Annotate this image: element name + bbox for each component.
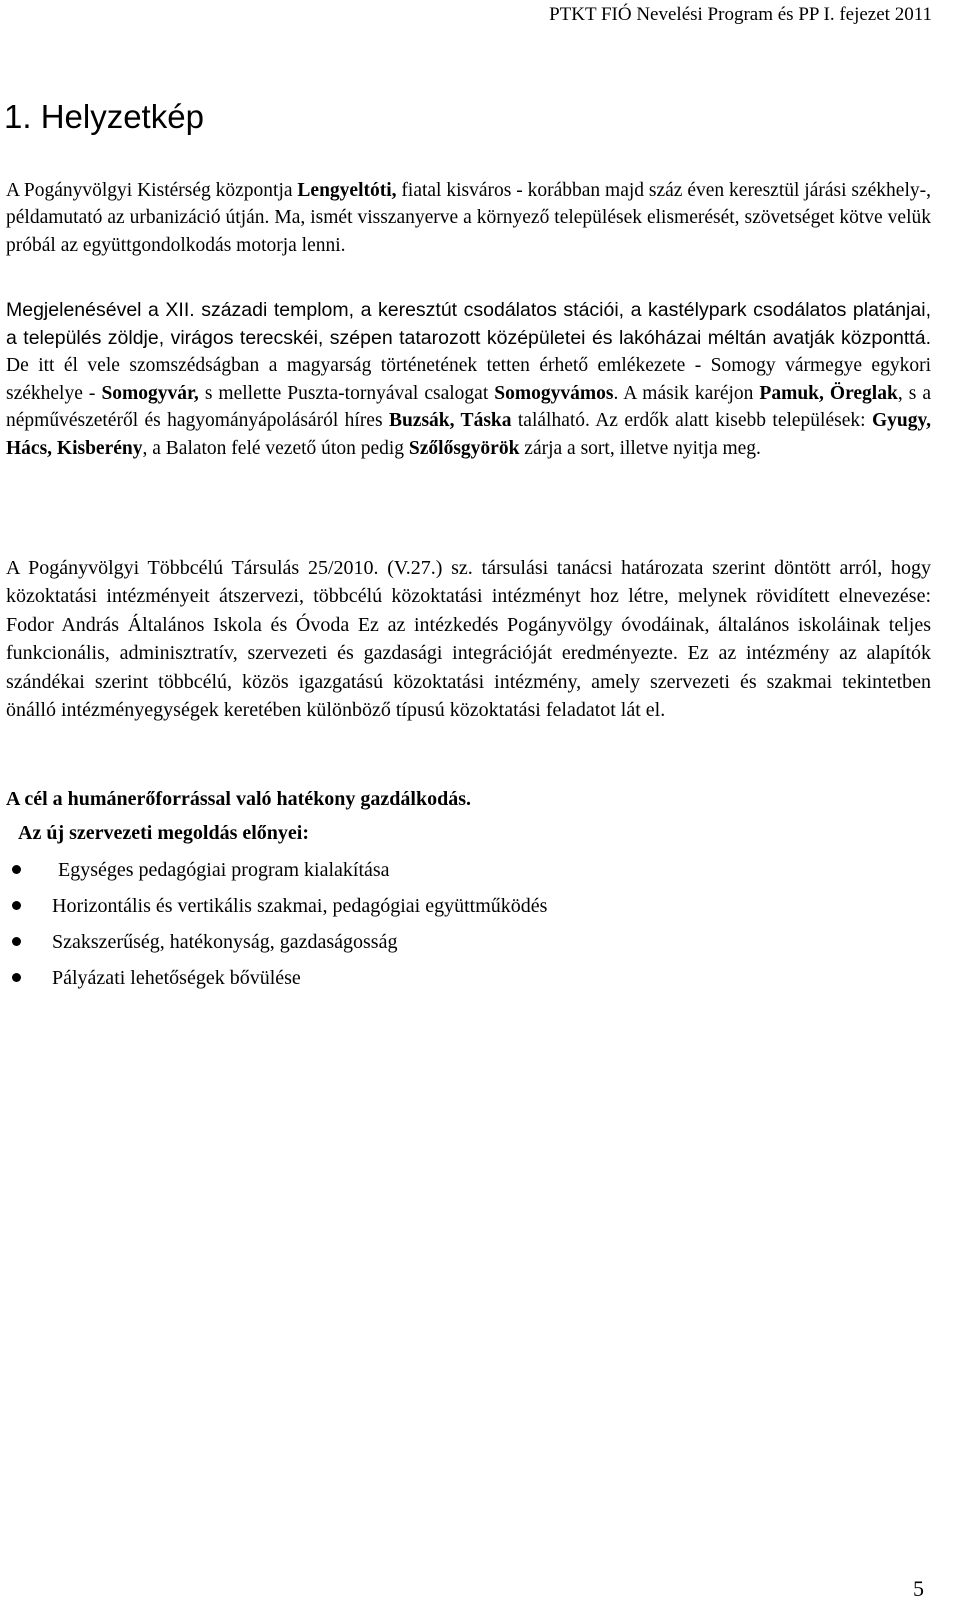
running-header: PTKT FIÓ Nevelési Program és PP I. fejezet 2011 <box>549 4 932 25</box>
bold-town-name: Somogyvár, <box>101 382 199 404</box>
advantages-heading: Az új szervezeti megoldás előnyei: <box>18 822 310 844</box>
bullet-icon <box>12 937 21 946</box>
text-span: , s a népművészetéről és hagyományápolásáról híres <box>6 382 931 432</box>
bullet-icon <box>12 901 21 910</box>
bold-town-name: Buzsák, Táska <box>388 410 512 432</box>
bold-town-name: Szőlősgyörök <box>408 437 520 459</box>
intro-paragraph <box>6 177 931 259</box>
text-span: zárja a sort, illetve nyitja meg. <box>519 437 761 459</box>
description-paragraph <box>6 297 931 463</box>
text-span: , a Balaton felé vezető úton pedig <box>142 437 409 459</box>
text-span: A Pogányvölgyi Kistérség központja <box>6 180 298 201</box>
bold-town-name: Lengyeltóti, <box>297 180 397 201</box>
text-span: található. Az erdők alatt kisebb települések: <box>511 410 872 432</box>
goal-statement: A cél a humánerőforrással való hatékony gazdálkodás. <box>6 788 472 810</box>
page-number: 5 <box>913 1576 924 1601</box>
bold-town-name: Somogyvámos <box>494 382 614 404</box>
bullet-icon <box>12 865 21 874</box>
list-item-label: Horizontális és vertikális szakmai, pedagógiai együttműködés <box>52 895 548 917</box>
list-item-label: Egységes pedagógiai program kialakítása <box>58 859 390 881</box>
text-span: De itt él vele szomszédságban a magyarság történetének tetten érhető emlékezete - Somogy vármegye egykori székhelye - <box>6 355 931 404</box>
association-paragraph <box>6 554 931 724</box>
association-text: A Pogányvölgyi Többcélú Társulás 25/2010. (V.27.) sz. társulási tanácsi határozata szerint döntött arról, hogy közoktatási intézményeit átszervezi, többcélú közoktatási intézményt hoz létre, melynek rövidített elnevezése: Fodor András Általános Iskola és Óvoda Ez az intézkedés Pogányvölgy óvodáinak, általános iskoláinak teljes funkcionális, adminisztratív, szervezeti és gazdasági integrációját eredményezte. Ez az intézmény az alapítók szándékai szerint többcélú, közös igazgatású közoktatási intézmény, amely szervezeti és szakmai tekintetben önálló intézményegységek keretében különböző típusú közoktatási feladatot lát el. <box>6 557 931 722</box>
bullet-icon <box>12 973 21 982</box>
text-span: s mellette Puszta-tornyával csalogat <box>198 382 495 404</box>
bold-town-name: Gyugy, Hács, Kisberény <box>6 410 931 459</box>
list-item-label: Pályázati lehetőségek bővülése <box>52 967 301 989</box>
bold-town-name: Pamuk, Öreglak <box>759 382 898 404</box>
text-span: fiatal kisváros - korábban majd száz éven keresztül járási székhely-, példamutató az urbanizáció útján. Ma, ismét visszanyerve a környező települések elismerését, szövetséget kötve velük próbál az együttgondolkodás motorja lenni. <box>6 180 932 256</box>
section-title: 1. Helyzetkép <box>4 98 204 135</box>
text-span: . A másik karéjon <box>613 382 760 404</box>
text-span-sans: Megjelenésével a XII. századi templom, a keresztút csodálatos stációi, a kastélypark csodálatos platánjai, a település zöldje, virágos terecskéi, szépen tatarozott középületei és lakóházai méltán avatják központtá. <box>6 299 931 349</box>
list-item-label: Szakszerűség, hatékonyság, gazdaságosság <box>52 931 398 953</box>
